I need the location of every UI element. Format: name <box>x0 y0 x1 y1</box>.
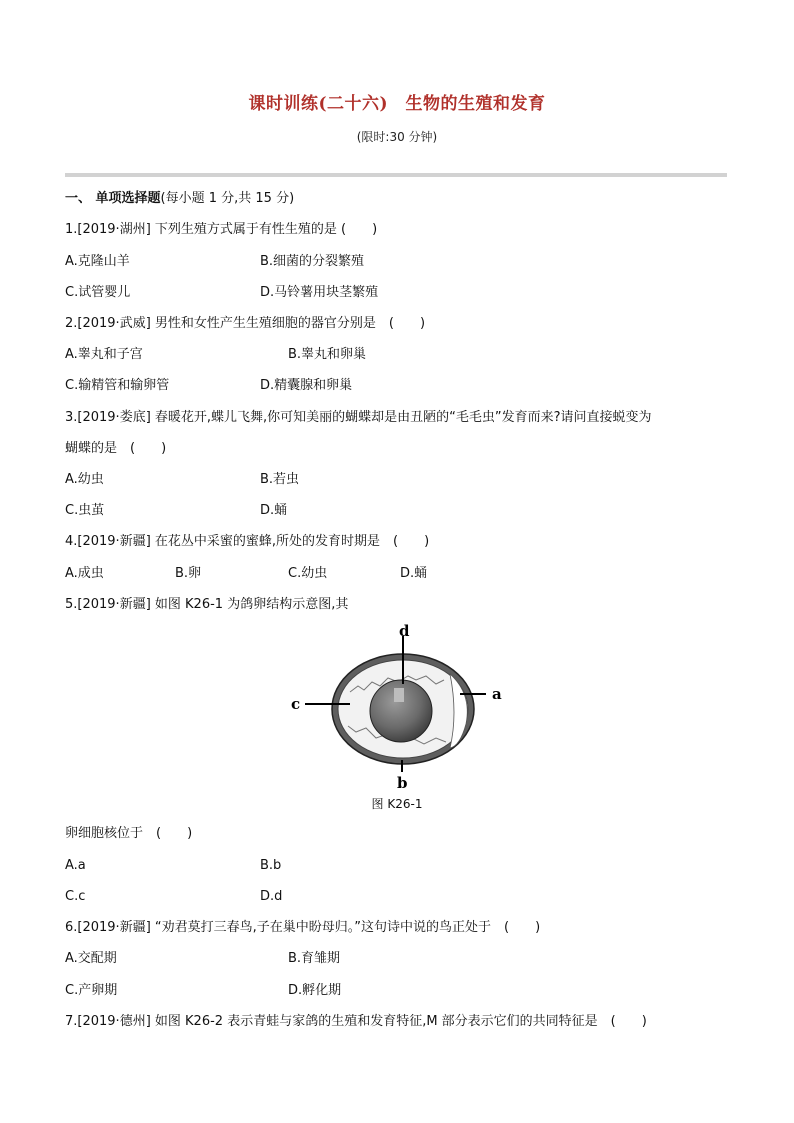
label-a: a <box>492 685 502 703</box>
pigeon-egg-diagram <box>280 614 510 794</box>
question-2-option-a[interactable]: A.睾丸和子宫 <box>65 347 143 362</box>
question-5-option-d[interactable]: D.d <box>260 889 283 904</box>
question-1-option-b[interactable]: B.细菌的分裂繁殖 <box>260 254 365 269</box>
question-7-stem: 7.[2019·德州] 如图 K26-2 表示青蛙与家鸽的生殖和发育特征,M 部分表示它们的共同特征是 ( ) <box>65 1014 647 1029</box>
section-heading-label: 一、 单项选择题 <box>65 191 161 206</box>
question-1-stem: 1.[2019·湖州] 下列生殖方式属于有性生殖的是 ( ) <box>65 222 378 237</box>
question-3-option-a[interactable]: A.幼虫 <box>65 472 104 487</box>
question-3-stem: 3.[2019·娄底] 春暖花开,蝶儿飞舞,你可知美丽的蝴蝶却是由丑陋的“毛毛虫”发育而来?请问直接蜕变为 <box>65 410 652 425</box>
page-title: 课时训练(二十六) 生物的生殖和发育 <box>248 94 546 114</box>
question-3-option-c[interactable]: C.虫茧 <box>65 503 105 518</box>
label-c: c <box>291 695 301 713</box>
germinal-disc <box>394 688 404 702</box>
question-2-option-c[interactable]: C.输精管和输卵管 <box>65 378 170 393</box>
question-5-option-c[interactable]: C.c <box>65 889 86 904</box>
question-5-stem: 5.[2019·新疆] 如图 K26-1 为鸽卵结构示意图,其 <box>65 597 349 612</box>
question-6-option-b[interactable]: B.育雏期 <box>288 951 341 966</box>
question-2-option-d[interactable]: D.精囊腺和卵巢 <box>260 378 353 393</box>
question-3-stem-continued: 蝴蝶的是 ( ) <box>65 441 167 456</box>
question-1-option-a[interactable]: A.克隆山羊 <box>65 254 130 269</box>
question-4-option-c[interactable]: C.幼虫 <box>288 566 328 581</box>
question-4-option-d[interactable]: D.蛹 <box>400 566 428 581</box>
question-3-option-d[interactable]: D.蛹 <box>260 503 288 518</box>
question-5-option-a[interactable]: A.a <box>65 858 86 873</box>
question-6-option-c[interactable]: C.产卵期 <box>65 983 118 998</box>
question-4-stem: 4.[2019·新疆] 在花丛中采蜜的蜜蜂,所处的发育时期是 ( ) <box>65 534 430 549</box>
time-limit: (限时:30 分钟) <box>356 130 438 144</box>
question-4-option-b[interactable]: B.卵 <box>175 566 202 581</box>
section-heading <box>65 190 294 208</box>
question-2-option-b[interactable]: B.睾丸和卵巢 <box>288 347 367 362</box>
header-divider <box>65 173 727 177</box>
question-1-option-c[interactable]: C.试管婴儿 <box>65 285 131 300</box>
question-6-option-a[interactable]: A.交配期 <box>65 951 117 966</box>
section-heading-note: (每小题 1 分,共 15 分) <box>160 191 295 206</box>
question-5-stem-continued: 卵细胞核位于 ( ) <box>65 826 193 841</box>
figure-caption: 图 K26-1 <box>371 797 423 811</box>
question-3-option-b[interactable]: B.若虫 <box>260 472 300 487</box>
question-4-option-a[interactable]: A.成虫 <box>65 566 104 581</box>
label-d: d <box>399 622 410 640</box>
label-b: b <box>397 774 408 792</box>
question-5-option-b[interactable]: B.b <box>260 858 282 873</box>
question-2-stem: 2.[2019·武威] 男性和女性产生生殖细胞的器官分别是 ( ) <box>65 316 426 331</box>
question-6-option-d[interactable]: D.孵化期 <box>288 983 342 998</box>
question-6-stem: 6.[2019·新疆] “劝君莫打三春鸟,子在巢中盼母归。”这句诗中说的鸟正处于 ( ) <box>65 920 541 935</box>
question-1-option-d[interactable]: D.马铃薯用块茎繁殖 <box>260 285 379 300</box>
